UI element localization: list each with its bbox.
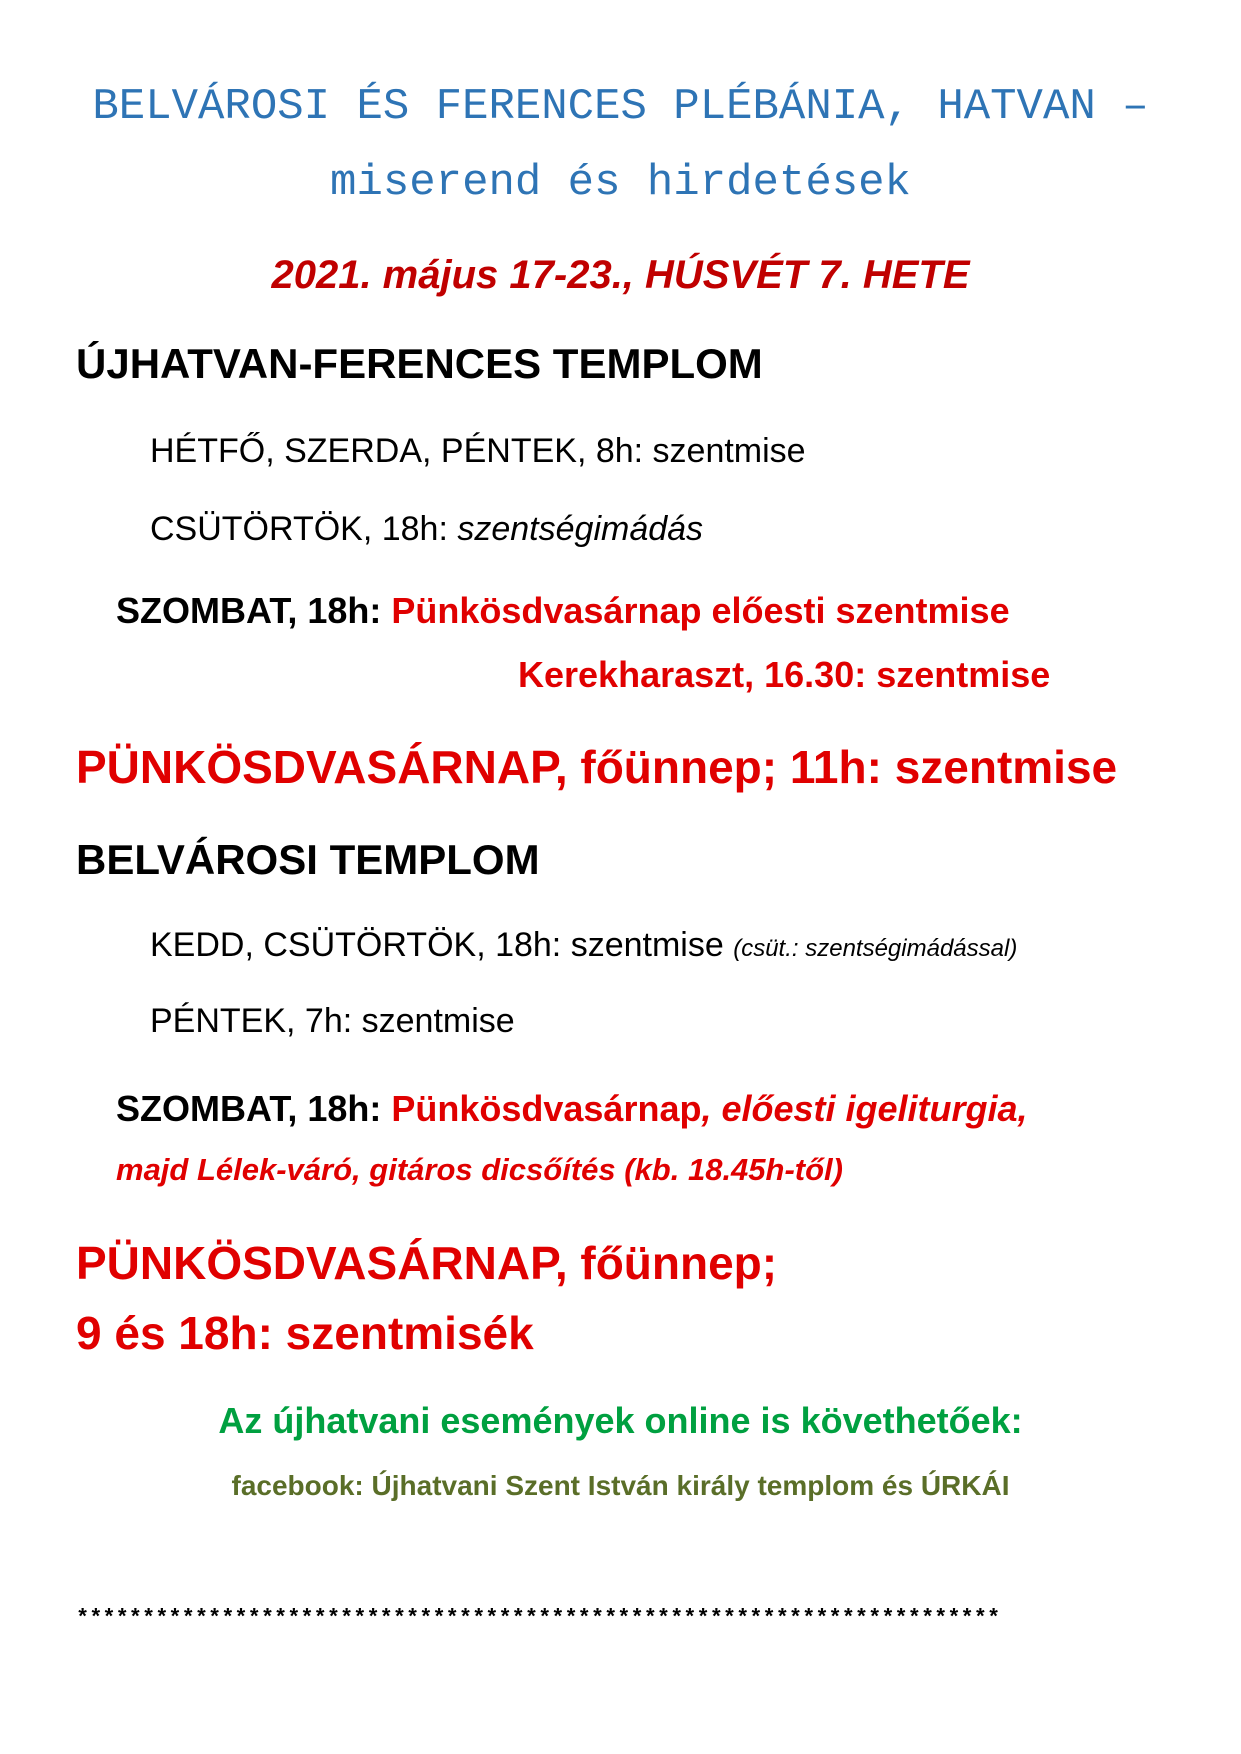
ferences-sunday: PÜNKÖSDVASÁRNAP, főünnep; 11h: szentmise — [76, 741, 1118, 793]
belvarosi-saturday-event-detail: , előesti igeliturgia, — [701, 1088, 1028, 1129]
ferences-thursday-event: szentségimádás — [457, 510, 704, 548]
ferences-saturday-line — [116, 590, 1010, 632]
ferences-weekday-line: HÉTFŐ, SZERDA, PÉNTEK, 8h: szentmise — [150, 432, 806, 470]
belvarosi-sunday-line2: 9 és 18h: szentmisék — [76, 1307, 534, 1359]
belvarosi-saturday-event: Pünkösdvasárnap — [391, 1088, 702, 1129]
belvarosi-weekday-note: (csüt.: szentségimádással) — [733, 935, 1018, 962]
page-subtitle: miserend és hirdetések — [330, 158, 911, 208]
ferences-thursday-line — [150, 510, 703, 549]
belvarosi-sunday-line1: PÜNKÖSDVASÁRNAP, főünnep; — [76, 1237, 778, 1289]
belvarosi-saturday-extra: majd Lélek-váró, gitáros dicsőítés (kb. 18.45h-től) — [116, 1152, 843, 1187]
belvarosi-heading: BELVÁROSI TEMPLOM — [76, 836, 540, 883]
ferences-saturday-event: Pünkösdvasárnap előesti szentmise — [391, 590, 1010, 631]
belvarosi-saturday-line — [116, 1088, 1028, 1130]
ferences-heading: ÚJHATVAN-FERENCES TEMPLOM — [76, 340, 763, 387]
belvarosi-weekday-line — [150, 926, 1017, 965]
ferences-saturday-day: SZOMBAT, 18h: — [116, 590, 392, 631]
ferences-saturday-extra: Kerekharaszt, 16.30: szentmise — [518, 654, 1051, 695]
belvarosi-saturday-day: SZOMBAT, 18h: — [116, 1088, 392, 1129]
week-date: 2021. május 17-23., HÚSVÉT 7. HETE — [271, 253, 970, 297]
belvarosi-weekday-text: KEDD, CSÜTÖRTÖK, 18h: szentmise — [150, 926, 734, 964]
online-heading: Az újhatvani események online is követhetőek: — [218, 1400, 1023, 1441]
separator-line: ********************************************************************** — [76, 1606, 1001, 1631]
belvarosi-friday-line: PÉNTEK, 7h: szentmise — [150, 1002, 515, 1040]
facebook-info: facebook: Újhatvani Szent István király templom és ÚRKÁI — [231, 1470, 1010, 1501]
page-title: BELVÁROSI ÉS FERENCES PLÉBÁNIA, HATVAN – — [92, 82, 1149, 132]
ferences-thursday-day: CSÜTÖRTÖK, 18h: — [150, 510, 458, 548]
